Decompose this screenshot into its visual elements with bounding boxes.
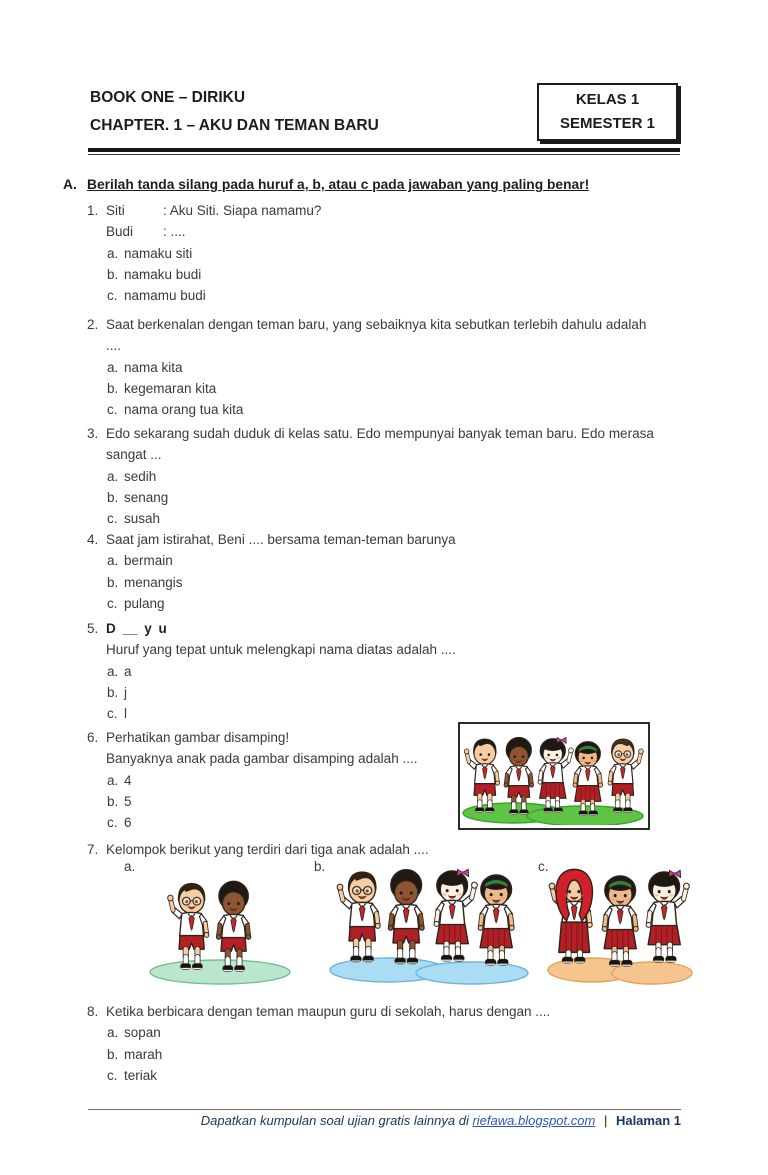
question-line: Ketika berbicara dengan teman maupun guru di sekolah, harus dengan .... (106, 1004, 551, 1019)
child-figure (216, 881, 250, 971)
question-number: 2. (87, 317, 99, 332)
option-letter: b. (107, 574, 119, 590)
option-letter: a. (107, 1025, 119, 1041)
option-text: senang (124, 489, 169, 505)
option-text: bermain (124, 553, 173, 569)
speaker-name: Siti (106, 203, 125, 218)
option-text: teriak (124, 1067, 158, 1083)
question-number: 4. (87, 532, 99, 547)
option-letter: b. (107, 380, 119, 396)
option-letter: c. (107, 1067, 118, 1083)
footer-text: Dapatkan kumpulan soal ujian gratis lainnya di (200, 1113, 469, 1128)
document-title (90, 84, 379, 140)
two-boys-figure (140, 858, 308, 991)
page-number: Halaman 1 (615, 1113, 681, 1128)
question-body (106, 618, 707, 724)
question-body (106, 529, 707, 614)
child-figure (573, 741, 603, 815)
q7-option-b-label: b. (314, 859, 326, 874)
five-children-drawing (461, 723, 647, 825)
option-row (106, 1065, 707, 1086)
child-figure (434, 869, 477, 961)
option-letter: a. (107, 468, 119, 484)
footer-link[interactable]: riefawa.blogspot.com (472, 1113, 596, 1128)
option-text: j (124, 684, 127, 700)
option-row (106, 243, 707, 264)
option-row (106, 682, 707, 703)
child-figure (337, 872, 380, 962)
speaker-text: : .... (163, 224, 186, 240)
question-line: Banyaknya anak pada gambar disamping adalah .... (106, 751, 418, 767)
question-number: 5. (87, 621, 99, 636)
question6-figure-box (458, 722, 650, 830)
question-body (106, 200, 707, 306)
option-letter: c. (107, 815, 118, 831)
option-text: 6 (124, 815, 132, 831)
class-box (537, 83, 678, 141)
child-figure (549, 869, 592, 963)
option-row (106, 487, 707, 508)
child-figure (608, 739, 643, 812)
option-text: nama orang tua kita (124, 402, 244, 418)
q7-option-c-label: c. (538, 859, 549, 874)
section-a-heading (63, 177, 589, 192)
question-number: 6. (87, 730, 99, 745)
option-text: namaku siti (124, 245, 193, 261)
option-row (106, 399, 707, 420)
question-number: 8. (87, 1004, 99, 1019)
option-text: pulang (124, 595, 165, 611)
child-figure (478, 875, 514, 965)
question-line: D __ y u (106, 621, 167, 636)
child-figure (168, 884, 209, 970)
question-number: 1. (87, 203, 99, 218)
question-line: Kelompok berikut yang terdiri dari tiga anak adalah .... (106, 842, 429, 857)
three-girls-drawing (546, 848, 698, 988)
question-5 (87, 618, 707, 724)
child-figure (602, 876, 638, 966)
option-row (106, 1022, 707, 1043)
footer (88, 1113, 681, 1128)
child-figure (464, 739, 499, 812)
option-text: nama kita (124, 359, 183, 375)
question-2 (87, 314, 707, 420)
section-instruction: Berilah tanda silang pada huruf a, b, atau c pada jawaban yang paling benar! (87, 177, 590, 192)
option-letter: b. (107, 489, 119, 505)
option-text: namaku budi (124, 266, 202, 282)
two-boys-drawing (140, 858, 308, 986)
option-text: marah (124, 1046, 163, 1062)
question-line: Edo sekarang sudah duduk di kelas satu. Edo mempunyai banyak teman baru. Edo merasa (106, 426, 654, 441)
question-line: sangat ... (106, 447, 162, 463)
option-letter: c. (107, 706, 118, 722)
title-line-2: CHAPTER. 1 – AKU DAN TEMAN BARU (90, 117, 379, 134)
question-body (106, 314, 707, 420)
speaker-text: : Aku Siti. Siapa namamu? (163, 203, 322, 218)
header-rule (88, 148, 680, 155)
class-box-semester: SEMESTER 1 (559, 115, 656, 132)
class-box-kelas: KELAS 1 (575, 91, 640, 108)
three-girls-figure (546, 848, 698, 993)
option-row (106, 285, 707, 306)
option-letter: a. (107, 359, 119, 375)
option-letter: a. (107, 553, 119, 569)
option-letter: a. (107, 663, 119, 679)
question-number: 7. (87, 842, 99, 857)
four-children-drawing (326, 850, 531, 988)
question-body (106, 1001, 707, 1086)
option-letter: b. (107, 266, 119, 282)
option-row (106, 661, 707, 682)
option-text: kegemaran kita (124, 380, 217, 396)
option-letter: a. (107, 772, 119, 788)
question-line: Saat jam istirahat, Beni .... bersama teman-teman barunya (106, 532, 456, 547)
four-children-figure (326, 850, 531, 993)
option-row (106, 264, 707, 285)
question-line (106, 200, 707, 221)
option-letter: b. (107, 684, 119, 700)
option-text: a (124, 663, 132, 679)
option-letter: c. (107, 511, 118, 527)
question-line: Perhatikan gambar disamping! (106, 730, 290, 745)
q7-option-a-label: a. (124, 859, 136, 874)
option-letter: a. (107, 245, 119, 261)
question-4 (87, 529, 707, 614)
option-text: 5 (124, 793, 132, 809)
footer-rule (88, 1109, 681, 1110)
option-text: namamu budi (124, 288, 206, 304)
option-text: susah (124, 511, 161, 527)
question-line: .... (106, 338, 122, 354)
speaker-name: Budi (106, 224, 134, 240)
five-children-figure (461, 723, 647, 830)
option-letter: b. (107, 1046, 119, 1062)
section-label: A. (63, 177, 77, 192)
option-text: sopan (124, 1025, 161, 1041)
option-letter: b. (107, 793, 119, 809)
question-line: Huruf yang tepat untuk melengkapi nama diatas adalah .... (106, 642, 456, 658)
child-figure (646, 870, 689, 962)
question-line (106, 221, 707, 242)
option-text: sedih (124, 468, 157, 484)
option-letter: c. (107, 288, 118, 304)
option-text: 4 (124, 772, 132, 788)
option-row (106, 1044, 707, 1065)
option-text: menangis (124, 574, 183, 590)
option-row (106, 572, 707, 593)
question-line: Saat berkenalan dengan teman baru, yang sebaiknya kita sebutkan terlebih dahulu adalah (106, 317, 647, 332)
footer-separator: | (603, 1113, 608, 1128)
option-letter: c. (107, 595, 118, 611)
title-line-1: BOOK ONE – DIRIKU (90, 89, 246, 106)
question-number: 3. (87, 426, 99, 441)
question-body (106, 423, 707, 529)
option-row (106, 593, 707, 614)
option-row (106, 466, 707, 487)
option-row (106, 357, 707, 378)
option-row (106, 508, 707, 529)
option-row (106, 550, 707, 571)
child-figure (538, 737, 573, 812)
option-row (106, 378, 707, 399)
question-3 (87, 423, 707, 529)
question-1 (87, 200, 707, 306)
option-text: l (124, 706, 127, 722)
option-letter: c. (107, 402, 118, 418)
question-8 (87, 1001, 707, 1086)
child-figure (388, 870, 424, 964)
